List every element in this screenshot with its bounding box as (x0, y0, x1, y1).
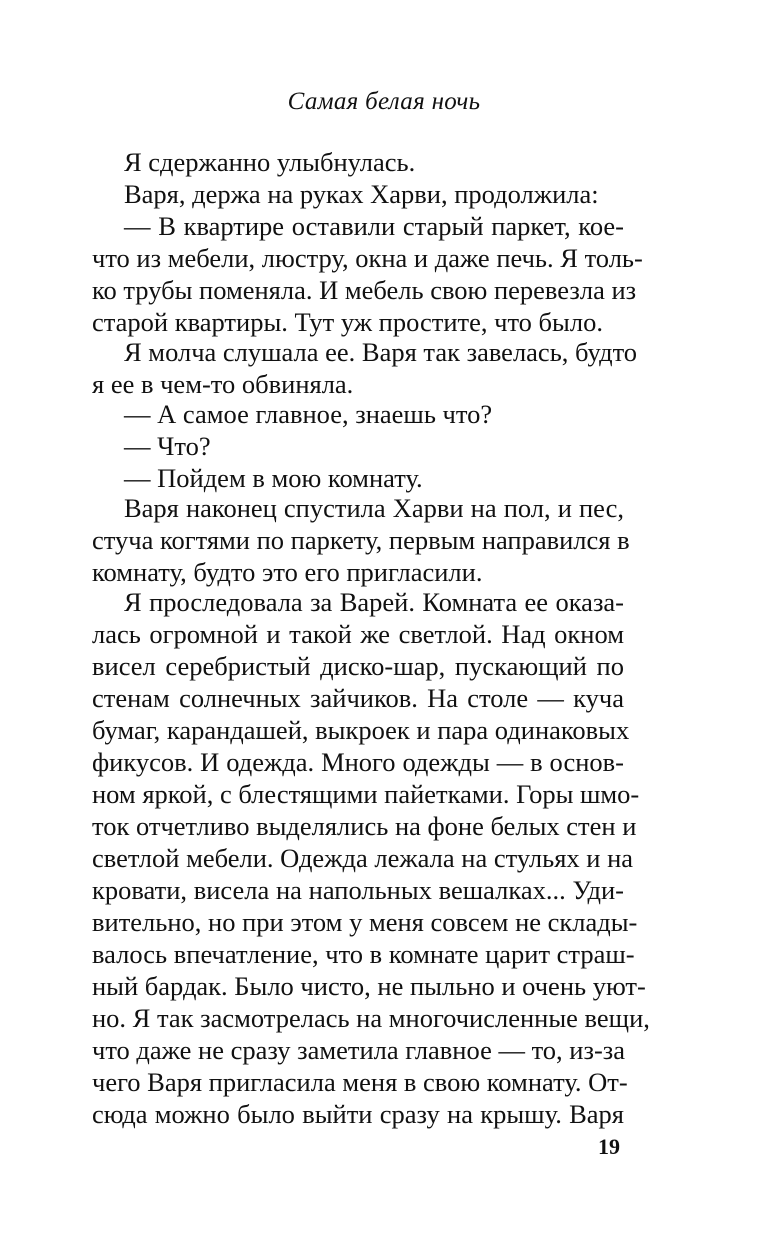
text-line: что из мебели, люстру, окна и даже печь. Я толь- (92, 243, 643, 273)
text-line: — А самое главное, знаешь что? (124, 399, 493, 429)
text-line: Я молча слушала ее. Варя так завелась, будто (124, 337, 638, 367)
text-line: старой квартиры. Тут уж простите, что было. (92, 307, 603, 337)
running-head: Самая белая ночь (287, 88, 481, 115)
text-line: Варя, держа на руках Харви, продолжила: (124, 179, 599, 209)
text-line: висел серебристый диско-шар, пускающий по (92, 651, 624, 681)
text-line: — Пойдем в мою комнату. (124, 463, 423, 493)
text-line: что даже не сразу заметила главное — то, из-за (92, 1035, 626, 1065)
text-line: стенам солнечных зайчиков. На столе — куча (92, 683, 624, 713)
text-line: вительно, но при этом у меня совсем не склады- (92, 907, 638, 937)
text-line: фикусов. И одежда. Много одежды — в основ- (92, 747, 624, 777)
text-line: ко трубы поменяла. И мебель свою перевезла из (92, 275, 637, 305)
text-line: но. Я так засмотрелась на многочисленные вещи, (92, 1003, 650, 1033)
text-line: кровати, висела на напольных вешалках... Уди- (92, 875, 624, 905)
text-line: Я сдержанно улыбнулась. (124, 147, 416, 177)
text-line: ном яркой, с блестящими пайетками. Горы шмо- (92, 779, 640, 809)
text-line: стуча когтями по паркету, первым направился в (92, 525, 630, 555)
page-number: 19 (598, 1134, 620, 1159)
text-line: — Что? (124, 431, 211, 461)
text-line: чего Варя пригласила меня в свою комнату. От- (92, 1067, 628, 1097)
text-line: — В квартире оставили старый паркет, кое- (124, 211, 624, 241)
text-line: лась огромной и такой же светлой. Над окном (92, 619, 624, 649)
text-line: комнату, будто это его пригласили. (92, 557, 483, 587)
text-line: ный бардак. Было чисто, не пыльно и очень уют- (92, 971, 646, 1001)
text-line: Варя наконец спустила Харви на пол, и пес, (124, 493, 624, 523)
text-line: светлой мебели. Одежда лежала на стульях и на (92, 843, 634, 873)
text-line: валось впечатление, что в комнате царит страш- (92, 939, 635, 969)
text-line: бумаг, карандашей, выкроек и пара одинаковых (92, 715, 630, 745)
text-line: я ее в чем-то обвиняла. (92, 369, 354, 399)
text-line: сюда можно было выйти сразу на крышу. Варя (92, 1099, 624, 1129)
text-line: ток отчетливо выделялись на фоне белых стен и (92, 811, 637, 841)
text-line: Я проследовала за Варей. Комната ее оказа- (124, 587, 624, 617)
